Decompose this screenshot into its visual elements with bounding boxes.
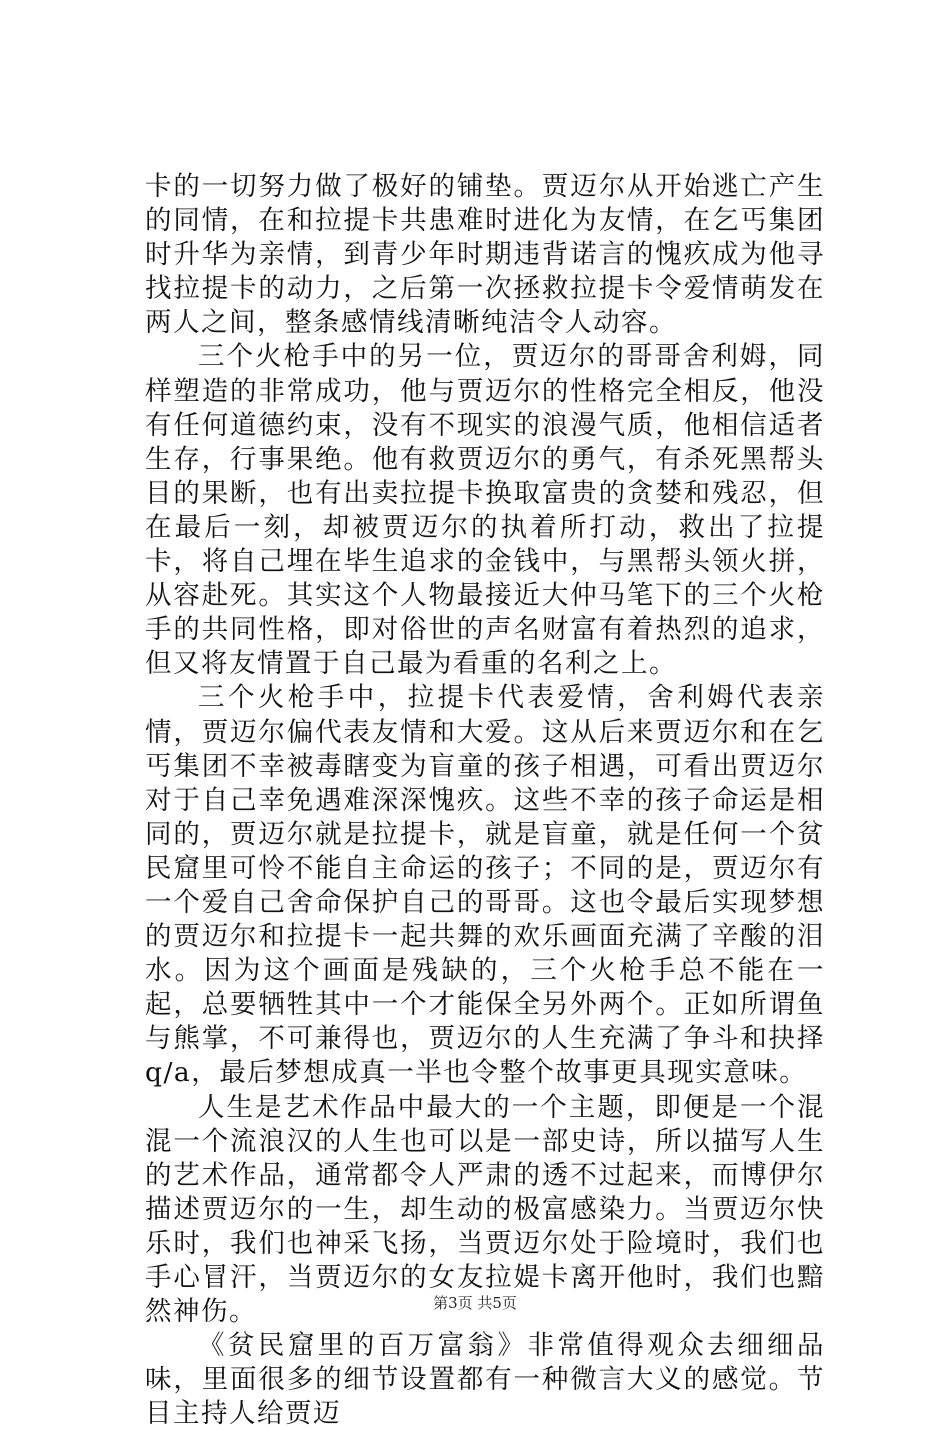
paragraph-5: 《贫民窟里的百万富翁》非常值得观众去细细品味，里面很多的细节设置都有一种微言大义的感觉。节目主持人给贾迈 bbox=[145, 1330, 825, 1430]
body-text bbox=[145, 170, 825, 1431]
paragraph-1: 卡的一切努力做了极好的铺垫。贾迈尔从开始逃亡产生的同情，在和拉提卡共患难时进化为友情，在乞丐集团时升华为亲情，到青少年时期违背诺言的愧疚成为他寻找拉提卡的动力，之后第一次拯救拉提卡令爱情萌发在两人之间，整条感情线清晰纯洁令人动容。 bbox=[145, 171, 825, 339]
page-footer: 第3页 共5页 bbox=[433, 1294, 517, 1312]
paragraph-2: 三个火枪手中的另一位，贾迈尔的哥哥舍利姆，同样塑造的非常成功，他与贾迈尔的性格完全相反，他没有任何道德约束，没有不现实的浪漫气质，他相信适者生存，行事果绝。他有救贾迈尔的勇气，有杀死黑帮头目的果断，也有出卖拉提卡换取富贵的贪婪和残忍，但在最后一刻，却被贾迈尔的执着所打动，救出了拉提卡，将自己埋在毕生追求的金钱中，与黑帮头领火拼，从容赴死。其实这个人物最接近大仲马笔下的三个火枪手的共同性格，即对俗世的声名财富有着热烈的追求，但又将友情置于自己最为看重的名利之上。 bbox=[145, 341, 825, 680]
paragraph-4: 人生是艺术作品中最大的一个主题，即便是一个混混一个流浪汉的人生也可以是一部史诗，所以描写人生的艺术作品，通常都令人严肃的透不过起来，而博伊尔描述贾迈尔的一生，却生动的极富感染力。当贾迈尔快乐时，我们也神采飞扬，当贾迈尔处于险境时，我们也手心冒汗，当贾迈尔的女友拉媞卡离开他时，我们也黯然神伤。 bbox=[145, 1091, 825, 1328]
paragraph-3: 三个火枪手中，拉提卡代表爱情，舍利姆代表亲情，贾迈尔偏代表友情和大爱。这从后来贾迈尔和在乞丐集团不幸被毒瞎变为盲童的孩子相遇，可看出贾迈尔对于自己幸免遇难深深愧疚。这些不幸的孩子命运是相同的，贾迈尔就是拉提卡，就是盲童，就是任何一个贫民窟里可怜不能自主命运的孩子；不同的是，贾迈尔有一个爱自己舍命保护自己的哥哥。这也令最后实现梦想的贾迈尔和拉提卡一起共舞的欢乐画面充满了辛酸的泪水。因为这个画面是残缺的，三个火枪手总不能在一起，总要牺牲其中一个才能保全另外两个。正如所谓鱼与熊掌，不可兼得也，贾迈尔的人生充满了争斗和抉择q/a，最后梦想成真一半也令整个故事更具现实意味。 bbox=[145, 682, 825, 1089]
